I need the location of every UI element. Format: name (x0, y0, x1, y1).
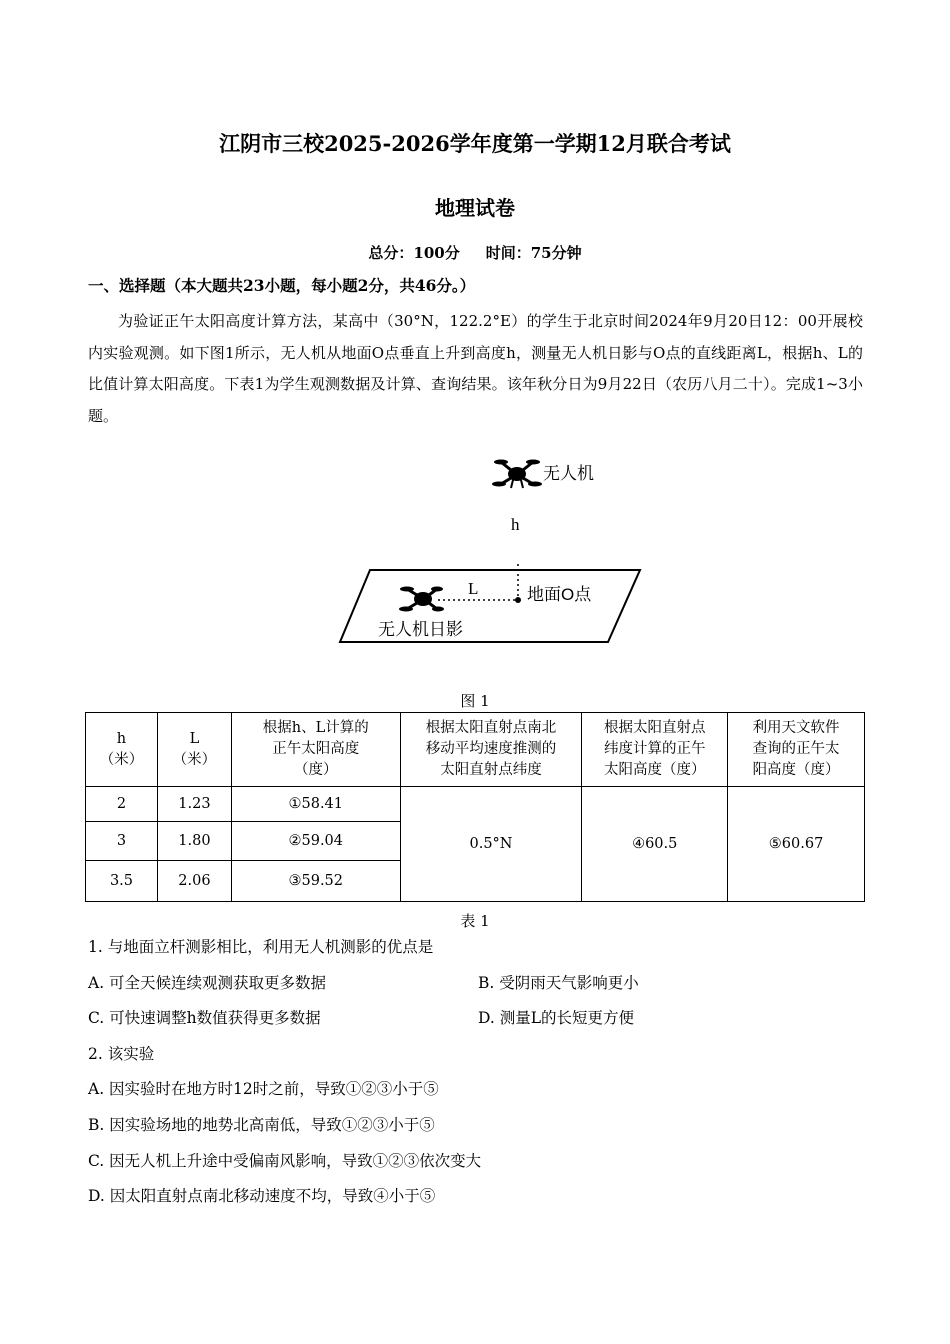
table-header-cell: 根据h、L计算的 正午太阳高度 （度） (231, 713, 400, 787)
question-2-option-c[interactable]: C. 因无人机上升途中受偏南风影响，导致①②③依次变大 (88, 1152, 482, 1170)
o-point (515, 597, 521, 603)
table-header-cell: 利用天文软件 查询的正午太 阳高度（度） (728, 713, 865, 787)
question-2-stem: 2. 该实验 (88, 1045, 155, 1063)
shadow-label: 无人机日影 (378, 620, 463, 639)
exam-title: 江阴市三校2025-2026学年度第一学期12月联合考试 (219, 131, 731, 156)
table-cell: 3.5 (86, 861, 158, 902)
table-cell: 2.06 (157, 861, 231, 902)
table-caption: 表 1 (460, 912, 490, 930)
h-label: h (511, 515, 520, 534)
table-header-cell: 根据太阳直射点 纬度计算的正午 太阳高度（度） (582, 713, 728, 787)
drone-shadow-icon (399, 587, 444, 612)
table-row (86, 787, 865, 822)
drone-label: 无人机 (543, 464, 594, 483)
section-heading: 一、选择题（本大题共23小题，每小题2分，共46分。） (88, 276, 476, 295)
table-cell: ②59.04 (231, 822, 400, 861)
l-label: L (468, 579, 479, 598)
table-cell: 3 (86, 822, 158, 861)
o-label: 地面O点 (527, 585, 592, 604)
table-header-cell: L （米） (157, 713, 231, 787)
table-cell: ①58.41 (231, 787, 400, 822)
drone-icon (492, 460, 542, 489)
drone-diagram (330, 452, 650, 652)
exam-time: 时间：75分钟 (485, 244, 582, 262)
table-cell: 1.23 (157, 787, 231, 822)
question-1-stem: 1. 与地面立杆测影相比，利用无人机测影的优点是 (88, 938, 434, 956)
question-1-option-b[interactable]: B. 受阴雨天气影响更小 (478, 974, 639, 992)
table-cell-merged: 0.5°N (400, 787, 582, 902)
question-1-option-d[interactable]: D. 测量L的长短更方便 (478, 1009, 635, 1027)
exam-meta (0, 242, 950, 263)
table-cell-merged: ④60.5 (582, 787, 728, 902)
question-2-option-a[interactable]: A. 因实验时在地方时12时之前，导致①②③小于⑤ (88, 1080, 439, 1098)
question-2-option-b[interactable]: B. 因实验场地的地势北高南低，导致①②③小于⑤ (88, 1116, 435, 1134)
figure-caption: 图 1 (460, 692, 490, 710)
question-1-option-c[interactable]: C. 可快速调整h数值获得更多数据 (88, 1009, 321, 1027)
intro-paragraph: 为验证正午太阳高度计算方法，某高中（30°N，122.2°E）的学生于北京时间2024年9月20日12：00开展校内实验观测。如下图1所示，无人机从地面O点垂直上升到高度h，测量无人机日影与O点的直线距离L，根据h、L的比值计算太阳高度。下表1为学生观测数据及计算、查询结果。该年秋分日为9月22日（农历八月二十）。完成1~3小题。 (88, 312, 863, 425)
table-header-row (86, 713, 865, 787)
question-1-option-a[interactable]: A. 可全天候连续观测获取更多数据 (88, 974, 327, 992)
table-cell-merged: ⑤60.67 (728, 787, 865, 902)
question-2-option-d[interactable]: D. 因太阳直射点南北移动速度不均，导致④小于⑤ (88, 1187, 436, 1205)
data-table (85, 712, 865, 902)
table-header-cell: h （米） (86, 713, 158, 787)
table-cell: 2 (86, 787, 158, 822)
total-score: 总分：100分 (368, 244, 460, 262)
table-cell: 1.80 (157, 822, 231, 861)
table-header-cell: 根据太阳直射点南北 移动平均速度推测的 太阳直射点纬度 (400, 713, 582, 787)
table-cell: ③59.52 (231, 861, 400, 902)
subject-title: 地理试卷 (435, 196, 515, 220)
